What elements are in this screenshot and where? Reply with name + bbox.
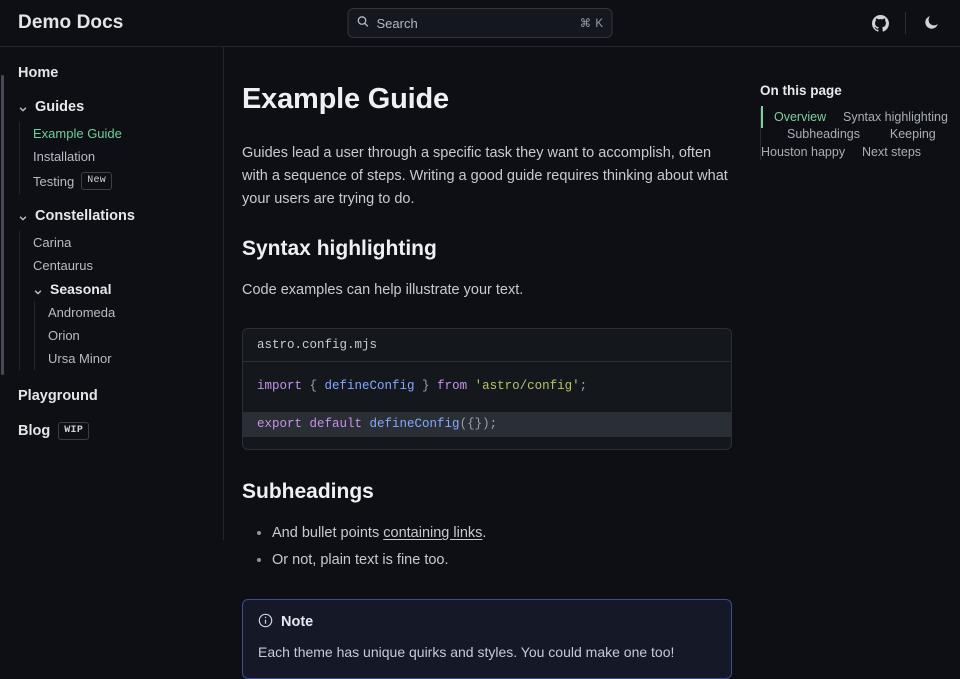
sidebar-item-badge: WIP bbox=[58, 422, 89, 440]
search-placeholder: Search bbox=[376, 15, 418, 31]
code-block bbox=[242, 328, 732, 451]
site-header bbox=[0, 0, 960, 47]
search-shortcut: ⌘ K bbox=[579, 18, 604, 30]
section-heading-syntax-highlighting: Syntax highlighting bbox=[242, 236, 437, 260]
table-of-contents bbox=[760, 47, 960, 540]
code-token-keyword: export default bbox=[257, 417, 363, 432]
info-icon bbox=[258, 613, 273, 632]
chevron-down-icon bbox=[18, 211, 28, 221]
bullet-list bbox=[242, 522, 732, 572]
chevron-down-icon bbox=[33, 284, 43, 294]
sidebar-group-constellations-header[interactable] bbox=[18, 208, 205, 224]
page-title: Example Guide bbox=[242, 83, 449, 115]
sidebar-item-label: Centaurus bbox=[33, 258, 93, 273]
sidebar-sublist-constellations bbox=[19, 231, 205, 370]
sidebar-sublist-seasonal bbox=[34, 301, 205, 370]
sidebar-group-constellations bbox=[18, 208, 205, 370]
sidebar-item-centaurus[interactable] bbox=[33, 254, 205, 277]
syntax-intro-paragraph: Code examples can help illustrate your text. bbox=[242, 281, 524, 298]
page-layout bbox=[0, 47, 960, 660]
sidebar-item-testing[interactable] bbox=[33, 168, 205, 194]
toc-list bbox=[760, 108, 950, 160]
code-token-punct: ({}) bbox=[459, 417, 490, 432]
code-token-identifier: defineConfig bbox=[324, 378, 415, 393]
code-line bbox=[243, 374, 731, 399]
sidebar-item-badge: New bbox=[81, 172, 112, 190]
site-title[interactable]: Demo Docs bbox=[18, 12, 124, 33]
sidebar-scrollbar[interactable] bbox=[1, 75, 4, 375]
code-token-keyword: import bbox=[257, 378, 303, 393]
sidebar-sublist-guides bbox=[19, 122, 205, 194]
sidebar bbox=[0, 47, 224, 540]
note-body: Each theme has unique quirks and styles. You could make one too! bbox=[258, 643, 675, 660]
sidebar-item-ursa-minor[interactable] bbox=[48, 347, 205, 370]
list-item bbox=[272, 522, 732, 545]
code-blank-line bbox=[243, 398, 731, 412]
code-block-body bbox=[243, 362, 731, 450]
sidebar-item-label: Example Guide bbox=[33, 126, 122, 141]
sidebar-item-orion[interactable] bbox=[48, 324, 205, 347]
sidebar-item-carina[interactable] bbox=[33, 231, 205, 254]
sidebar-item-label: Carina bbox=[33, 235, 72, 250]
search-container bbox=[348, 8, 613, 38]
inline-link[interactable]: containing links bbox=[383, 525, 483, 542]
code-token-keyword: from bbox=[437, 378, 468, 393]
intro-paragraph: Guides lead a user through a specific task they want to accomplish, often with a sequence of steps. Writing a good guide requires thinking about what your users are trying to do. bbox=[242, 145, 728, 207]
toc-item-subheadings[interactable]: Subheadings bbox=[787, 127, 860, 142]
main-content bbox=[224, 47, 760, 660]
sidebar-item-label: Installation bbox=[33, 149, 96, 164]
note-title: Note bbox=[281, 614, 314, 630]
sidebar-item-label: Playground bbox=[18, 388, 98, 404]
code-line-highlighted bbox=[243, 412, 731, 437]
toc-item-syntax-highlighting[interactable]: Syntax highlighting bbox=[842, 110, 948, 124]
search-icon bbox=[357, 15, 370, 31]
code-token-punct: { bbox=[302, 378, 325, 393]
code-token-punct: ; bbox=[579, 378, 588, 393]
header-actions bbox=[869, 12, 942, 34]
github-icon[interactable] bbox=[869, 12, 891, 34]
toc-item-overview[interactable]: Overview bbox=[761, 106, 826, 128]
search-input[interactable] bbox=[348, 8, 613, 38]
code-block-filename: astro.config.mjs bbox=[243, 329, 731, 362]
note-callout bbox=[242, 599, 732, 679]
section-heading-subheadings: Subheadings bbox=[242, 480, 374, 504]
sidebar-group-seasonal-header[interactable] bbox=[33, 277, 205, 301]
sidebar-item-label: Ursa Minor bbox=[48, 351, 112, 366]
sidebar-group-guides bbox=[18, 99, 205, 194]
list-item-text: And bullet points bbox=[272, 525, 384, 542]
moon-icon[interactable] bbox=[920, 12, 942, 34]
sidebar-item-example-guide[interactable] bbox=[33, 122, 205, 145]
list-item-text-end: . bbox=[482, 525, 487, 542]
sidebar-item-label: Testing bbox=[33, 173, 75, 189]
sidebar-item-andromeda[interactable] bbox=[48, 301, 205, 324]
note-header bbox=[258, 613, 716, 632]
sidebar-group-label: Constellations bbox=[35, 208, 135, 224]
sidebar-item-blog[interactable] bbox=[18, 422, 205, 440]
toc-title: On this page bbox=[760, 83, 842, 98]
header-divider bbox=[905, 12, 906, 34]
sidebar-item-home[interactable]: Home bbox=[18, 65, 59, 81]
toc-item-next-steps[interactable]: Next steps bbox=[861, 144, 922, 159]
list-item-text: Or not, plain text is fine too. bbox=[272, 552, 449, 569]
list-item bbox=[272, 549, 732, 572]
sidebar-item-label: Orion bbox=[48, 328, 80, 343]
code-token-punct: } bbox=[414, 378, 438, 393]
code-token-identifier: defineConfig bbox=[362, 417, 460, 432]
sidebar-item-playground[interactable] bbox=[18, 388, 205, 404]
sidebar-group-guides-header[interactable] bbox=[18, 99, 205, 115]
sidebar-group-label: Seasonal bbox=[50, 281, 112, 297]
sidebar-item-label: Andromeda bbox=[48, 305, 116, 320]
toc-item-keeping-houston-happy[interactable]: Keeping Houston happy bbox=[761, 127, 936, 159]
code-token-string: 'astro/config' bbox=[467, 378, 580, 393]
chevron-down-icon bbox=[18, 102, 28, 112]
code-token-punct: ; bbox=[489, 417, 498, 432]
sidebar-group-label: Guides bbox=[35, 99, 85, 115]
sidebar-item-installation[interactable] bbox=[33, 145, 205, 168]
sidebar-item-label: Blog bbox=[18, 423, 51, 439]
